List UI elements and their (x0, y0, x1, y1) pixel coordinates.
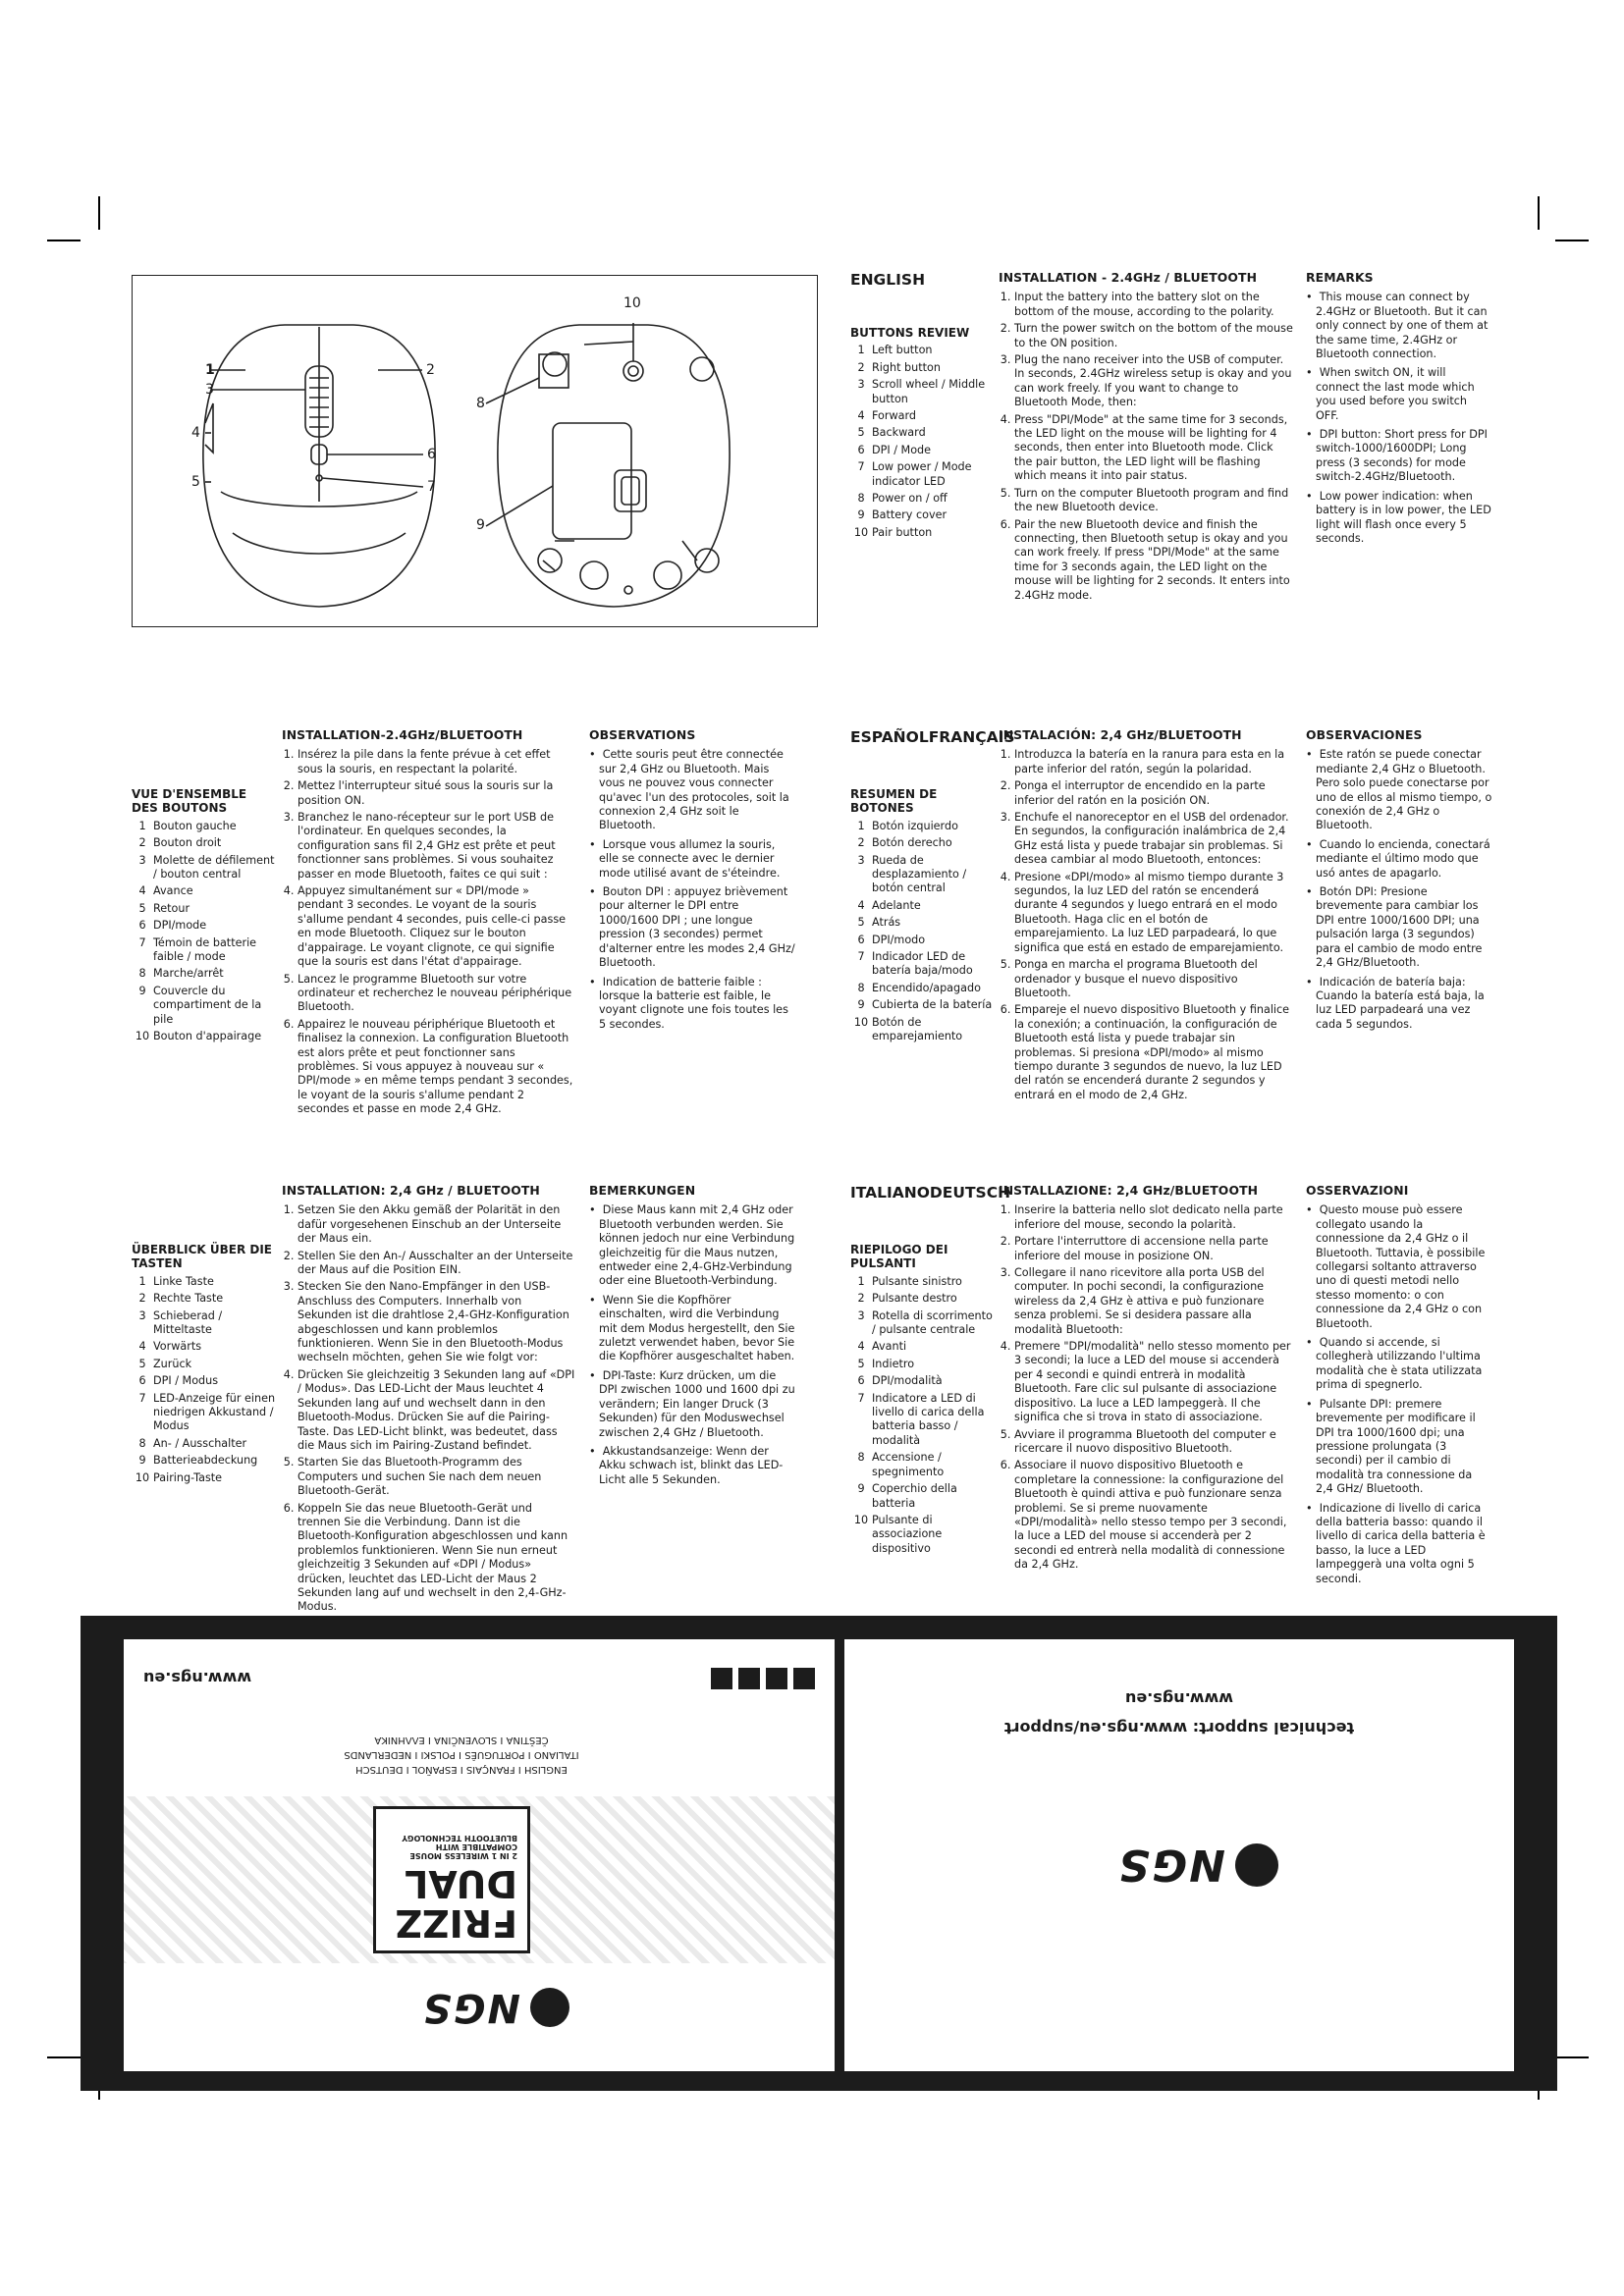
list-item: 9 Batterieabdeckung (138, 1454, 258, 1468)
remarks-it (1306, 1184, 1492, 1591)
list-item: 1. Insérez la pile dans la fente prévue à cet effet sous la souris, en respectant la polarité. (298, 748, 576, 776)
remarks-en (1306, 271, 1492, 551)
list-item: 3 Scroll wheel / Middle button (857, 378, 986, 405)
list-item: 1 Bouton gauche (138, 819, 237, 832)
install-title: INSTALLATION: 2,4 GHz / BLUETOOTH (282, 1183, 540, 1198)
button-list (132, 1275, 277, 1485)
list-item: 4 Avance (138, 884, 193, 898)
list-item: 4. Press "DPI/Mode" at the same time for 3 seconds, the LED light on the mouse will be lighting for 4 seconds, then enter into Bluetooth mode. Click the pair button, the LED light will be flashing which means it into pair status. (1014, 413, 1293, 484)
list-item: 1. Introduzca la batería en la ranura para esta en la parte inferior del ratón, según la polaridad. (1014, 748, 1293, 776)
list-item: 1. Input the battery into the battery slot on the bottom of the mouse, according to the polarity. (1014, 291, 1293, 319)
languages-line-3: ČEŠTINA I SLOVENČINA I ΕΛΛΗΝΙΚΑ (374, 1735, 549, 1745)
list-item: • Indicación de batería baja: Cuando la batería está baja, la luz LED parpadeará una vez cada 5 segundos. (1306, 976, 1492, 1033)
list-item: 8 Marche/arrêt (138, 967, 224, 981)
social-icons (711, 1668, 815, 1689)
callout-2: 2 (426, 362, 435, 378)
list-item: 6 DPI/modalità (857, 1374, 943, 1388)
callout-6: 6 (427, 447, 436, 462)
list-item: 10 Botón de emparejamiento (853, 1015, 963, 1043)
list-item: 6 DPI / Mode (857, 443, 932, 456)
callout-8: 8 (476, 396, 485, 411)
list-item: 5 Retour (138, 901, 190, 915)
list-item: 5 Indietro (857, 1357, 915, 1370)
list-item: 3 Rotella di scorrimento / pulsante centrale (857, 1308, 993, 1337)
ngs-logo (373, 1983, 569, 2032)
list-item: 10 Bouton d'appairage (135, 1030, 262, 1043)
website-url: www.ngs.eu (143, 1669, 252, 1688)
buttons-review-de (132, 1243, 277, 1488)
install-steps (999, 748, 1293, 1102)
list-item: 5. Lancez le programme Bluetooth sur votre ordinateur et recherchez le nouveau périphérique Bluetooth. (298, 973, 576, 1015)
list-item: • Este ratón se puede conectar mediante 2,4 GHz o Bluetooth. Pero solo puede conectarse por uno de ellos al mismo tiempo, o conexión de 2,4 GHz o Bluetooth. (1306, 748, 1492, 832)
list-item: 2. Turn the power switch on the bottom of the mouse to the ON position. (1014, 322, 1293, 350)
lang-heading-english: ENGLISH (850, 271, 926, 289)
callout-1: 1 (205, 362, 215, 378)
list-item: 4 Forward (857, 409, 916, 423)
list-item: 3 Molette de défilement / bouton central (138, 853, 275, 881)
list-item: 5. Ponga en marcha el programa Bluetooth del ordenador y busque el nuevo dispositivo Bluetooth. (1014, 958, 1293, 1000)
list-item: 8 An- / Ausschalter (138, 1436, 247, 1450)
install-title: INSTALLAZIONE: 2,4 GHz/BLUETOOTH (999, 1183, 1259, 1198)
list-item: 4 Avanti (857, 1340, 907, 1354)
list-item: • Lorsque vous allumez la souris, elle se connecte avec le dernier mode utilisé avant de s'éteindre. (589, 838, 797, 881)
product-desc-2: COMPATIBLE WITH (435, 1842, 517, 1851)
install-title: INSTALLATION - 2.4GHz / BLUETOOTH (999, 270, 1258, 285)
list-item: • DPI button: Short press for DPI switch-1000/1600DPI; Long press (3 seconds) for mode switch-2.4GHz/Bluetooth. (1306, 428, 1492, 485)
list-item: • Cuando lo encienda, conectará mediante el último modo que usó antes de apagarlo. (1306, 838, 1492, 881)
crop-mark (98, 196, 100, 230)
list-item: 2 Bouton droit (138, 836, 222, 850)
list-item: • This mouse can connect by 2.4GHz or Bluetooth. But it can only connect by one of them at the same time, 2.4GHz or Bluetooth connection. (1306, 291, 1492, 361)
list-item: • DPI-Taste: Kurz drücken, um die DPI zwischen 1000 und 1600 dpi zu verändern; Ein langer Druck (3 Sekunden) für den Moduswechsel zwischen 2,4 GHz / Bluetooth. (589, 1369, 797, 1440)
front-cover-panel (124, 1639, 835, 2071)
lang-heading-italian: ITALIANODEUTSCH (850, 1184, 1011, 1201)
buttons-title: BUTTONS REVIEW (850, 326, 970, 340)
list-item: 3 Schieberad / Mitteltaste (138, 1308, 223, 1337)
list-item: • Indicazione di livello di carica della batteria basso: quando il livello di carica della batteria è basso, la luce a LED lampeggerà una volta ogni 5 secondi. (1306, 1502, 1492, 1586)
list-item: 3. Plug the nano receiver into the USB of computer. In seconds, 2.4GHz wireless setup is okay and you can work freely. If you want to change to Bluetooth Mode, then: (1014, 353, 1293, 410)
list-item: 7 Indicatore a LED di livello di carica della batteria basso / modalità (857, 1391, 985, 1447)
list-item: 9 Cubierta de la batería (857, 998, 993, 1012)
callout-7: 7 (427, 479, 436, 495)
install-steps (282, 748, 576, 1116)
list-item: • Diese Maus kann mit 2,4 GHz oder Bluetooth verbunden werden. Sie können jedoch nur eine Verbindung gleichzeitig für die Maus nutzen, entweder eine 2,4-GHz-Verbindung oder eine Bluetooth-Verbindung. (589, 1203, 797, 1288)
list-item: 7 Low power / Mode indicator LED (857, 460, 972, 488)
list-item: 2 Botón derecho (857, 836, 952, 850)
callout-4: 4 (191, 425, 200, 441)
list-item: 6. Appairez le nouveau périphérique Bluetooth et finalisez la connexion. La configuration Bluetooth est alors prête et peut fonctionner sans problèmes. Si vous appuyez à nouveau sur « DPI/mode » en même temps pendant 3 secondes, le voyant de la souris s'allume pendant 2 secondes et passe en mode 2,4 GHz. (298, 1018, 576, 1117)
list-item: • Bouton DPI : appuyez brièvement pour alterner le DPI entre 1000/1600 DPI ; une longue pression (3 secondes) permet d'alterner entre les modes 2,4 GHz/ Bluetooth. (589, 885, 797, 970)
remarks-fr (589, 728, 797, 1037)
installation-de (282, 1184, 576, 1618)
list-item: 8 Power on / off (857, 492, 947, 506)
buttons-title: RESUMEN DE BOTONES (850, 787, 938, 816)
remarks-list (589, 1203, 797, 1487)
remarks-title: OBSERVACIONES (1306, 727, 1423, 742)
remarks-title: BEMERKUNGEN (589, 1183, 696, 1198)
installation-fr (282, 728, 576, 1120)
list-item: 3. Branchez le nano-récepteur sur le port USB de l'ordinateur. En quelques secondes, la configuration sans fil 2,4 GHz est prête et peut fonctionner sans problèmes. Si vous souhaitez passer en mode Bluetooth, faites ce qui suit : (298, 811, 576, 881)
buttons-review-fr (132, 787, 277, 1047)
list-item: 3. Collegare il nano ricevitore alla porta USB del computer. In pochi secondi, la configurazione wireless da 2,4 GHz è attiva e può funzionare senza problemi. Se si desidera passare alla modalità Bluetooth: (1014, 1266, 1293, 1337)
cover-footer (143, 1659, 815, 1698)
callout-9: 9 (476, 517, 485, 533)
install-title: INSTALLATION-2.4GHz/BLUETOOTH (282, 727, 523, 742)
installation-it (999, 1184, 1293, 1575)
product-title-box (373, 1806, 530, 1953)
remarks-list (1306, 291, 1492, 546)
list-item: 9 Battery cover (857, 508, 947, 522)
list-item: 4 Vorwärts (138, 1340, 202, 1354)
list-item: 7 LED-Anzeige für einen niedrigen Akkustand / Modus (138, 1391, 276, 1433)
list-item: 1 Linke Taste (138, 1274, 214, 1288)
buttons-review-es (850, 787, 998, 1047)
list-item: • Akkustandsanzeige: Wenn der Akku schwach ist, blinkt das LED-Licht alle 5 Sekunden. (589, 1445, 797, 1487)
brand-name: NGS (1116, 1840, 1225, 1891)
languages-line-1: ENGLISH I FRANÇAIS I ESPAÑOL I DEUTSCH (355, 1764, 568, 1775)
list-item: • When switch ON, it will connect the last mode which you used before you switch OFF. (1306, 366, 1492, 423)
button-list (132, 820, 277, 1044)
list-item: 2. Portare l'interruttore di accensione nella parte inferiore del mouse in posizione ON. (1014, 1235, 1293, 1263)
list-item: • Low power indication: when battery is in low power, the LED light will flash once every 5 seconds. (1306, 490, 1492, 547)
ngs-logo (1062, 1836, 1278, 1895)
front-cover-content (124, 1639, 835, 2071)
list-item: • Questo mouse può essere collegato usando la connessione da 2,4 GHz o il Bluetooth. Tuttavia, è possibile collegarsi soltanto attraverso uno di questi metodi nello stesso momento: o con connessione da 2,4 GHz o con Bluetooth. (1306, 1203, 1492, 1331)
buttons-title: VUE D'ENSEMBLE DES BOUTONS (132, 787, 247, 816)
install-steps (282, 1203, 576, 1614)
list-item: 7 Indicador LED de batería baja/modo (857, 950, 973, 978)
list-item: • Quando si accende, si collegherà utilizzando l'ultima modalità che è stata utilizzata prima di spegnerlo. (1306, 1336, 1492, 1393)
instagram-icon (793, 1668, 815, 1689)
list-item: 8 Accensione / spegnimento (857, 1451, 945, 1478)
list-item: 4 Adelante (857, 898, 921, 912)
list-item: • Cette souris peut être connectée sur 2,4 GHz ou Bluetooth. Mais vous ne pouvez vous connecter qu'avec l'un des protocoles, soit la connexion 2,4 GHz soit le Bluetooth. (589, 748, 797, 832)
lang-heading-spanish: ESPAÑOLFRANÇAIS (850, 728, 1015, 746)
remarks-es (1306, 728, 1492, 1037)
languages-line-2: ITALIANO I PORTUGUÊS I POLSKI I NEDERLANDS (344, 1749, 579, 1760)
install-steps (999, 1203, 1293, 1572)
youtube-icon (766, 1668, 787, 1689)
list-item: 6 DPI/mode (138, 919, 207, 933)
list-item: 1. Inserire la batteria nello slot dedicato nella parte inferiore del mouse, secondo la polarità. (1014, 1203, 1293, 1232)
ngs-logo-mark (1235, 1843, 1278, 1887)
list-item: 4. Premere "DPI/modalità" nello stesso momento per 3 secondi; la luce a LED del mouse si accenderà per 4 secondi e quindi entrerà in modalità Bluetooth. Fare clic sul pulsante di associazione dispositivo. La luce a LED lampeggerà. Il che significa che si trova in stato di associazione. (1014, 1340, 1293, 1424)
list-item: 6. Pair the new Bluetooth device and finish the connecting, then Bluetooth setup is okay and you can work freely. If press "DPI/Mode" at the same time for 3 seconds again, the LED light on the mouse will be lighting for 2 seconds. It enters into 2.4GHz mode. (1014, 518, 1293, 603)
list-item: 1. Setzen Sie den Akku gemäß der Polarität in den dafür vorgesehenen Einschub an der Unterseite der Maus ein. (298, 1203, 576, 1246)
list-item: 10 Pulsante di associazione dispositivo (853, 1513, 943, 1555)
product-desc-1: 2 IN 1 WIRELESS MOUSE (409, 1851, 517, 1860)
buttons-review-it (850, 1243, 998, 1559)
support-website-url: www.ngs.eu (1124, 1689, 1234, 1708)
list-item: • Indication de batterie faible : lorsque la batterie est faible, le voyant clignote une fois toutes les 5 secondes. (589, 976, 797, 1033)
list-item: 2 Right button (857, 360, 941, 374)
list-item: • Wenn Sie die Kopfhörer einschalten, wird die Verbindung mit dem Modus hergestellt, den Sie zuletzt verwendet haben, bevor Sie die Kopfhörer ausgeschaltet haben. (589, 1294, 797, 1364)
brand-name: NGS (420, 1985, 520, 2030)
crop-mark (47, 2056, 81, 2058)
list-item: 6. Associare il nuovo dispositivo Bluetooth e completare la connessione: la configurazione del Bluetooth è quindi attiva e può funzionare senza problemi. Se si preme nuovamente «DPI/modalità» nello stesso tempo per 3 secondi, la luce a LED del mouse si accenderà per 2 secondi ed entrerà nella modalità di connessione da 2,4 GHz. (1014, 1459, 1293, 1572)
installation-es (999, 728, 1293, 1105)
button-list (850, 344, 998, 540)
list-item: • Botón DPI: Presione brevemente para cambiar los DPI entre 1000/1600 DPI; una pulsación larga (3 segundos) para el cambio de modo entre 2,4 GHz/Bluetooth. (1306, 885, 1492, 970)
mouse-diagram (132, 275, 818, 627)
back-cover-content (844, 1639, 1514, 2071)
list-item: 8 Encendido/apagado (857, 981, 981, 994)
list-item: 5. Avviare il programma Bluetooth del computer e ricercare il nuovo dispositivo Bluetooth. (1014, 1428, 1293, 1457)
crop-mark (1538, 196, 1540, 230)
list-item: 4. Drücken Sie gleichzeitig 3 Sekunden lang auf «DPI / Modus». Das LED-Licht der Maus leuchtet 4 Sekunden lang auf und wechselt dann in den Bluetooth-Modus. Drücken Sie auf die Pairing-Taste. Das LED-Licht blinkt, was bedeutet, dass die Maus sich im Pairing-Zustand befindet. (298, 1368, 576, 1453)
mouse-illustration (133, 276, 817, 626)
list-item: 3. Enchufe el nanoreceptor en el USB del ordenador. En segundos, la configuración inalámbrica de 2,4 GHz está lista y puede trabajar sin problemas. Si desea cambiar al modo Bluetooth, entonces: (1014, 811, 1293, 868)
list-item: 6 DPI / Modus (138, 1374, 219, 1388)
list-item: 2 Pulsante destro (857, 1292, 957, 1306)
crop-mark (1555, 2056, 1589, 2058)
crop-mark (47, 240, 81, 241)
language-list (285, 1733, 638, 1777)
product-name-line1: FRIZZ (395, 1901, 517, 1945)
list-item: 3 Rueda de desplazamiento / botón central (857, 853, 967, 895)
back-cover-panel (844, 1639, 1514, 2071)
technical-support: technical support: www.ngs.eu/support (1003, 1719, 1355, 1737)
list-item: 4. Appuyez simultanément sur « DPI/mode » pendant 3 secondes. Le voyant de la souris s'allume pendant 4 secondes, puis celle-ci passe en mode Bluetooth. Cliquez sur le bouton d'appairage. Le voyant clignote, ce qui signifie que la souris est dans l'état d'appairage. (298, 884, 576, 969)
install-steps (999, 291, 1293, 603)
remarks-de (589, 1184, 797, 1492)
buttons-title: RIEPILOGO DEI PULSANTI (850, 1243, 948, 1271)
buttons-review-en (850, 326, 998, 543)
ngs-logo-mark (530, 1988, 569, 2027)
product-desc-3: BLUETOOTH TECHNOLOGY (402, 1834, 517, 1842)
list-item: 7 Témoin de batterie faible / mode (138, 935, 257, 964)
list-item: 9 Coperchio della batteria (857, 1482, 957, 1510)
cover-banner (81, 1616, 1557, 2091)
remarks-list (589, 748, 797, 1032)
list-item: 2. Stellen Sie den An-/ Ausschalter an der Unterseite der Maus auf die Position EIN. (298, 1250, 576, 1278)
list-item: 1 Left button (857, 344, 933, 357)
list-item: 5. Turn on the computer Bluetooth program and find the new Bluetooth device. (1014, 487, 1293, 515)
list-item: 2. Mettez l'interrupteur situé sous la souris sur la position ON. (298, 779, 576, 808)
callout-3: 3 (205, 382, 214, 398)
button-list (850, 820, 998, 1044)
crop-mark (1555, 240, 1589, 241)
callout-5: 5 (191, 474, 200, 490)
list-item: 6. Empareje el nuevo dispositivo Bluetooth y finalice la conexión; a continuación, la configuración de Bluetooth está lista y puede trabajar sin problemas. Si presiona «DPI/modo» al mismo tiempo durante 3 segundos de nuevo, la luz LED del ratón se encenderá durante 2 segundos y entrará en el modo de 2,4 GHz. (1014, 1003, 1293, 1102)
buttons-title: ÜBERBLICK ÜBER DIE TASTEN (132, 1243, 272, 1271)
list-item: 5 Atrás (857, 916, 901, 930)
list-item: 9 Couvercle du compartiment de la pile (138, 984, 262, 1026)
button-list (850, 1275, 998, 1556)
list-item: 6. Koppeln Sie das neue Bluetooth-Gerät und trennen Sie die Verbindung. Dann ist die Bluetooth-Konfiguration abgeschlossen und kann problemlos funktionieren. Wenn Sie nun erneut gleichzeitig 3 Sekunden auf «DPI / Modus» drücken, leuchtet das LED-Licht der Maus 2 Sekunden lang auf und wechselt in den 2,4-GHz-Modus. (298, 1502, 576, 1615)
remarks-list (1306, 1203, 1492, 1586)
facebook-icon (711, 1668, 732, 1689)
product-name-line2: DUAL (405, 1862, 517, 1905)
list-item: 1 Pulsante sinistro (857, 1274, 962, 1288)
list-item: 4. Presione «DPI/modo» al mismo tiempo durante 3 segundos, la luz LED del ratón se encenderá durante 4 segundos y luego entrará en el modo Bluetooth. Haga clic en el botón de emparejamiento. La luz LED parpadeará, lo que significa que está en estado de emparejamiento. (1014, 871, 1293, 955)
list-item: 5 Zurück (138, 1357, 192, 1370)
list-item: 5. Starten Sie das Bluetooth-Programm des Computers und suchen Sie nach dem neuen Bluetooth-Gerät. (298, 1456, 576, 1498)
remarks-title: OSSERVAZIONI (1306, 1183, 1409, 1198)
list-item: 5 Backward (857, 426, 926, 440)
remarks-title: OBSERVATIONS (589, 727, 696, 742)
remarks-title: REMARKS (1306, 270, 1374, 285)
list-item: 2 Rechte Taste (138, 1292, 224, 1306)
installation-en (999, 271, 1293, 606)
list-item: 10 Pairing-Taste (135, 1470, 223, 1484)
list-item: 6 DPI/modo (857, 933, 926, 946)
list-item: 3. Stecken Sie den Nano-Empfänger in den USB-Anschluss des Computers. Innerhalb von Sekunden ist die drahtlose 2,4-GHz-Konfiguration abgeschlossen und kann problemlos funktionieren. Wenn Sie in den Bluetooth-Modus wechseln möchten, gehen Sie wie folgt vor: (298, 1280, 576, 1364)
twitter-icon (738, 1668, 760, 1689)
install-title: INSTALACIÓN: 2,4 GHz/BLUETOOTH (999, 727, 1242, 742)
remarks-list (1306, 748, 1492, 1032)
list-item: 10 Pair button (853, 525, 933, 539)
callout-10: 10 (623, 295, 641, 311)
list-item: 2. Ponga el interruptor de encendido en la parte inferior del ratón en la posición ON. (1014, 779, 1293, 808)
list-item: 1 Botón izquierdo (857, 819, 958, 832)
list-item: • Pulsante DPI: premere brevemente per modificare il DPI tra 1000/1600 dpi; una pressione prolungata (3 secondi) per il cambio di modalità tra connessione da 2,4 GHz/ Bluetooth. (1306, 1398, 1492, 1497)
